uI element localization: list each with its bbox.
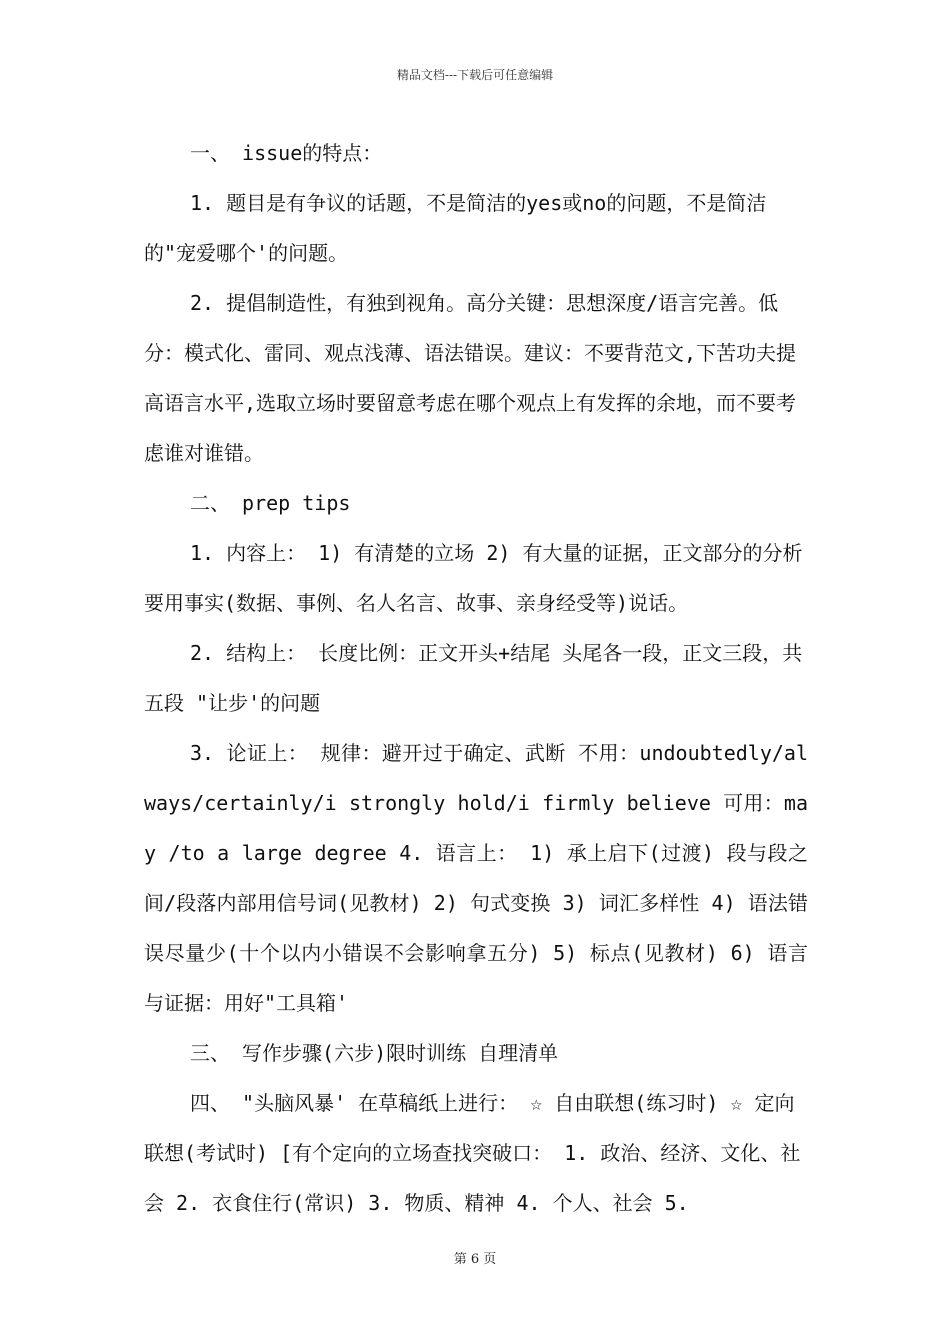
section-heading-2: 二、 prep tips <box>190 491 351 515</box>
paragraph-2: 2. 提倡制造性，有独到视角。高分关键：思想深度/语言完善。低分：模式化、雷同、观点浅薄、语法错误。建议：不要背范文,下苦功夫提高语言水平,选取立场时要留意考虑在哪个观点上有发挥的余地，而不要考虑谁对谁错。 <box>144 291 797 465</box>
paragraph-4: 2. 结构上： 长度比例：正文开头+结尾 头尾各一段，正文三段，共五段 "让步'的问题 <box>144 641 803 715</box>
document-body <box>144 128 808 1228</box>
section-heading-3: 三、 写作步骤(六步)限时训练 自理清单 <box>190 1041 559 1065</box>
page-number: 第 6 页 <box>453 1252 497 1267</box>
page-header: 精品文档---下载后可任意编辑 <box>396 68 554 82</box>
section-heading-4: 四、 "头脑风暴' 在草稿纸上进行： ☆ 自由联想(练习时) ☆ 定向联想(考试时) [有个定向的立场查找突破口： 1. 政治、经济、文化、社会 2. 衣食住行(常识) 3. 物质、精神 4. 个人、社会 5. <box>144 1091 801 1215</box>
section-heading-1: 一、 issue的特点： <box>190 141 383 165</box>
paragraph-3: 1. 内容上： 1) 有清楚的立场 2) 有大量的证据，正文部分的分析要用事实(数据、事例、名人名言、故事、亲身经受等)说话。 <box>144 541 803 615</box>
paragraph-5: 3. 论证上： 规律：避开过于确定、武断 不用：undoubtedly/always/certainly/i strongly hold/i firmly believe 可用：may /to a large degree 4. 语言上： 1) 承上启下(过渡) 段与段之间/段落内部用信号词(见教材) 2) 句式变换 3) 词汇多样性 4) 语法错误尽量少(十个以内小错误不会影响拿五分) 5) 标点(见教材) 6) 语言与证据：用好"工具箱' <box>144 741 808 1015</box>
paragraph-1: 1. 题目是有争议的话题，不是简洁的yes或no的问题，不是简洁的"宠爱哪个'的问题。 <box>144 191 767 265</box>
